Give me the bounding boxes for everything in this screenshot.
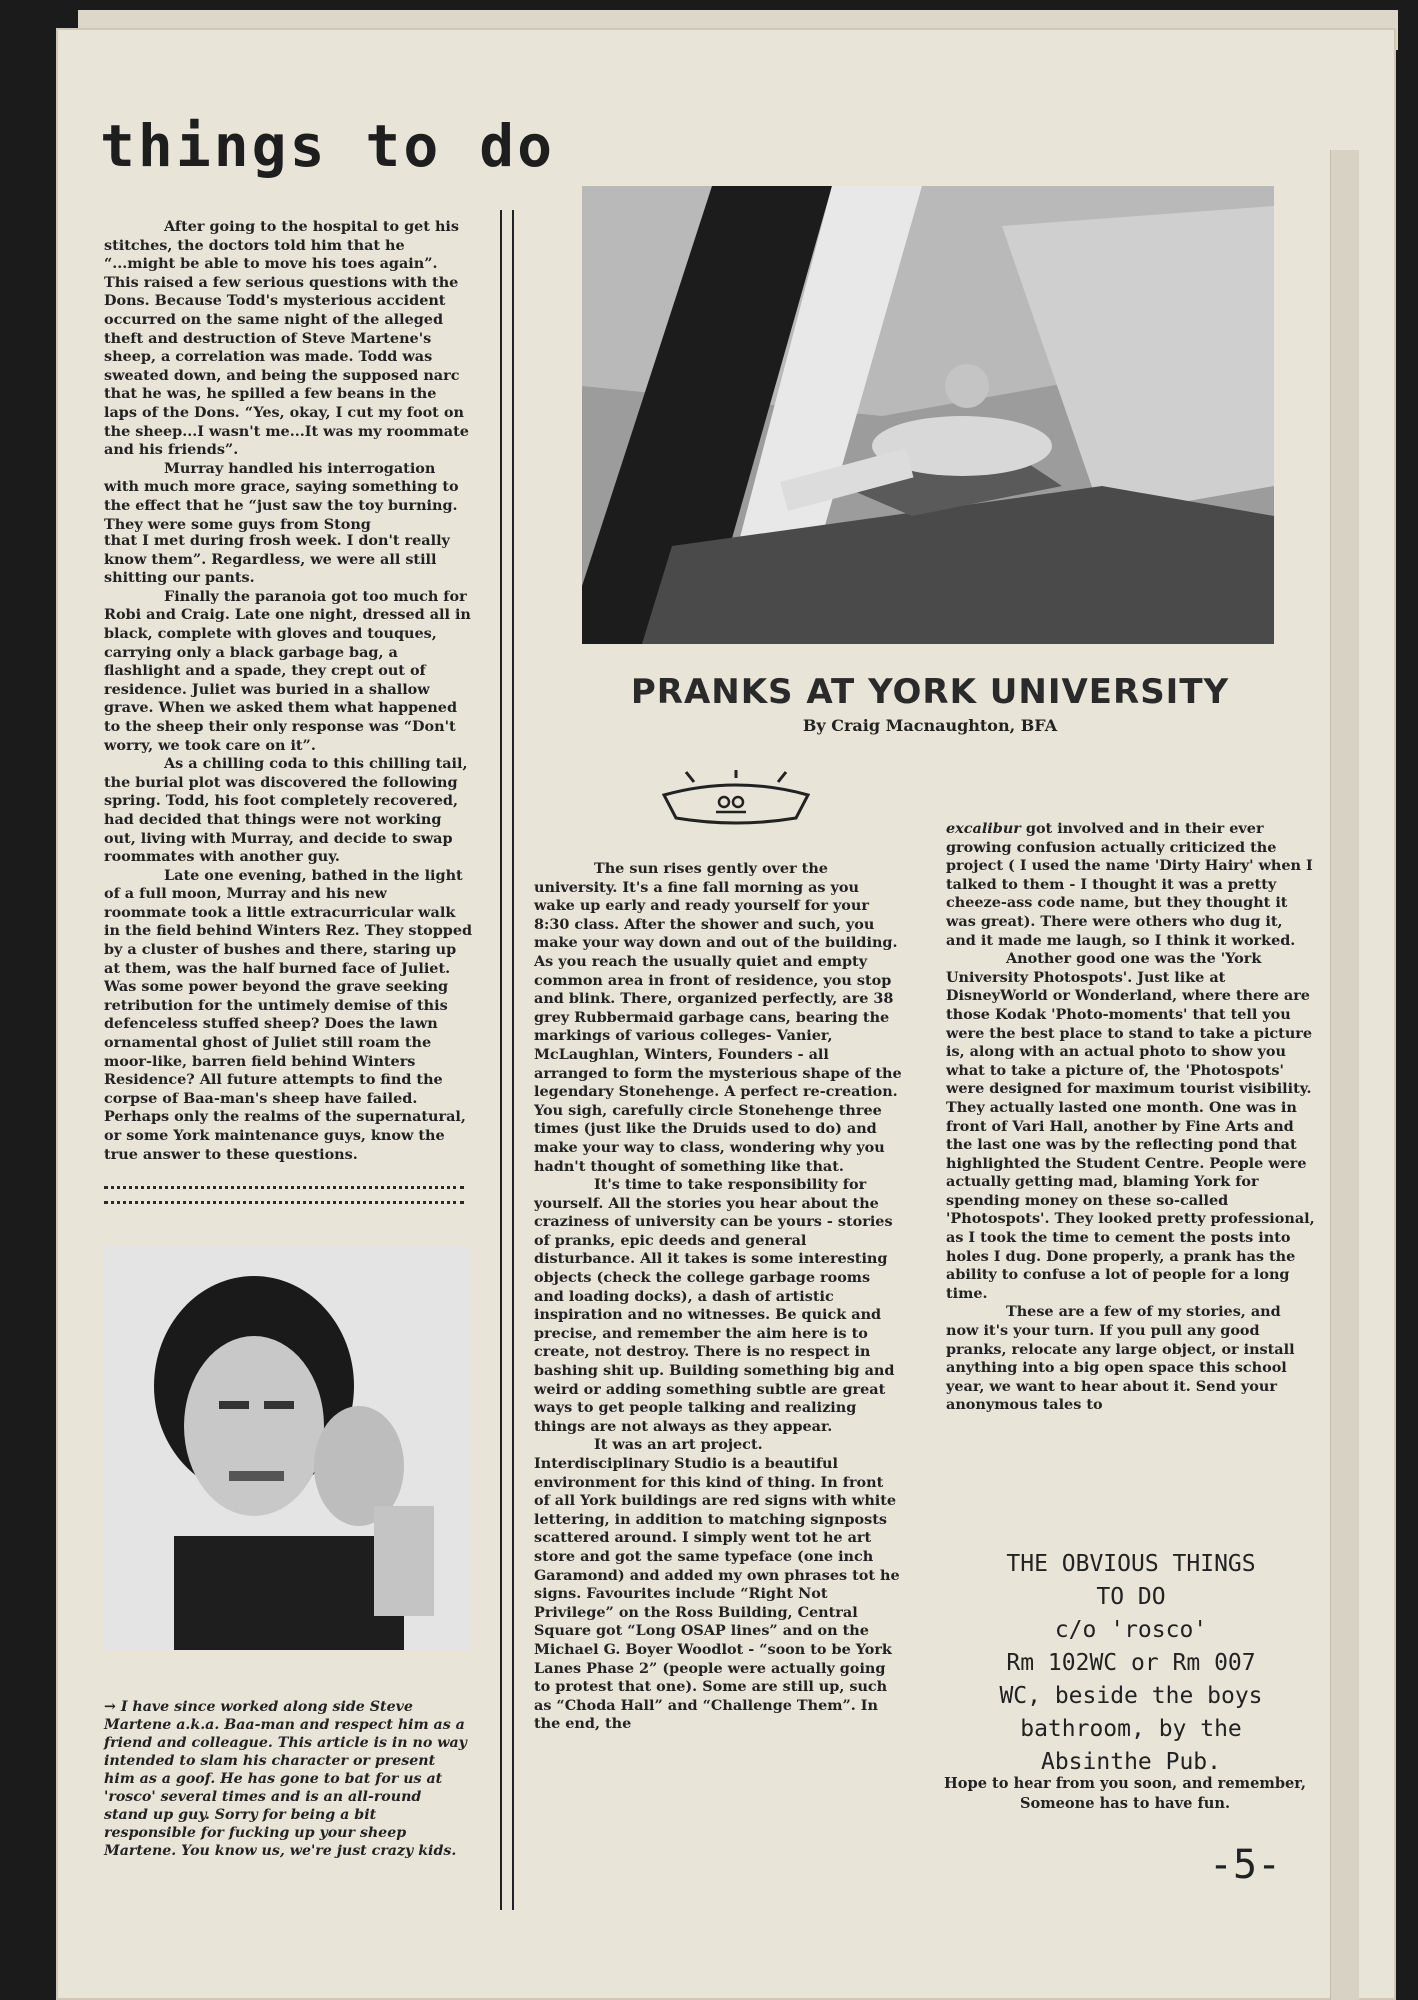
typed-line: Rm 102WC or Rm 007	[1006, 1650, 1256, 1676]
typed-line: WC, beside the boys	[999, 1683, 1263, 1709]
col2-paragraph: Interdisciplinary Studio is a beautiful environment for this kind of thing. In front of all York buildings are red signs with white lettering, in addition to matching signposts scattered around. I simply went tot he art store and got the same typeface (one inch Garamond) and added my own phrases tot he signs. Favourites include “Right Not Privilege” on the Ross Building, Central Square got “Long OSAP lines” and on the Michael G. Boyer Woodlot - “soon to be York Lanes Phase 2” (people were actually going to protest that one). Some are still up, such as “Choda Hall” and “Challenge Them”. In the end, the	[534, 1455, 900, 1733]
headline: PRANKS AT YORK UNIVERSITY	[630, 672, 1230, 712]
column-1-top	[104, 218, 474, 534]
col3-paragraph: These are a few of my stories, and now it's your turn. If you pull any good pranks, relocate any large object, or install anything into a big open space this school year, we want to hear about it. Send your anonymous tales to	[946, 1303, 1295, 1414]
dotted-divider	[104, 1186, 464, 1204]
byline: By Craig Macnaughton, BFA	[802, 716, 1058, 735]
signoff: Hope to hear from you soon, and remember, Someone has to have fun.	[943, 1775, 1307, 1812]
col1-paragraph: Murray handled his interrogation with much more grace, saying something to the effect that he “just saw the toy burning. They were some guys from Stong	[104, 459, 459, 533]
typed-line: bathroom, by the	[1020, 1716, 1242, 1742]
page-fold	[1330, 150, 1359, 2000]
col1-paragraph: Finally the paranoia got too much for Robi and Craig. Late one night, dressed all in black, complete with gloves and touques, carrying only a black garbage bag, a flashlight and a spade, they crept out of residence. Juliet was buried in a shallow grave. When we asked them what happened to the sheep their only response was “Don't worry, we took care on it”.	[104, 587, 471, 754]
col2-paragraph: The sun rises gently over the university. It's a fine fall morning as you wake up early and ready yourself for your 8:30 class. After the shower and such, you make your way down and out of the building. As you reach the usually quiet and empty common area in front of residence, you stop and blink. There, organized perfectly, are 38 grey Rubbermaid garbage cans, bearing the markings of various colleges- Vanier, McLaughlan, Winters, Founders - all arranged to form the mysterious shape of the legendary Stonehenge. A perfect re-creation. You sigh, carefully circle Stonehenge three times (just like the Druids used to do) and make your way to class, wondering why you hadn't thought of something like that.	[534, 860, 902, 1175]
col1-paragraph: Late one evening, bathed in the light of a full moon, Murray and his new roommate took a little extracurricular walk in the field behind Winters Rez. They stopped by a cluster of bushes and there, staring up at them, was the half burned face of Juliet. Was some power beyond the grave seeking retribution for the untimely demise of this defenceless stuffed sheep? Does the lawn ornamental ghost of Juliet still roam the moor-like, barren field behind Winters Residence? All future attempts to find the corpse of Baa-man's sheep have failed. Perhaps only the realms of the supernatural, or some York maintenance guys, know the true answer to these questions.	[104, 866, 473, 1163]
portrait-photo	[104, 1246, 470, 1650]
dorm-bed-photo-art	[582, 186, 1274, 644]
column-3	[946, 820, 1316, 1415]
typed-line: Absinthe Pub.	[1040, 1749, 1221, 1775]
typed-line: TO DO	[1096, 1584, 1166, 1610]
col3-paragraph	[946, 820, 1316, 950]
col1-paragraph: As a chilling coda to this chilling tail, the burial plot was discovered the following spring. Todd, his foot completely recovered, had decided that things were not working out, living with Murray, and decide to swap roommates with another guy.	[104, 755, 468, 866]
page-number: -5-	[1208, 1842, 1282, 1888]
col2-paragraph: It's time to take responsibility for yourself. All the stories you hear about the craziness of university can be yours - stories of pranks, epic deeds and general disturbance. All it takes is some interesting objects (check the college garbage rooms and loading docks), a dash of artistic inspiration and no witnesses. Be quick and precise, and remember the aim here is to create, not destroy. There is no respect in bashing shit up. Building something big and weird or adding something subtle are great ways to get people talking and realizing things are not always as they appear.	[534, 1176, 895, 1435]
column-2	[534, 860, 904, 1734]
col1-paragraph: After going to the hospital to get his stitches, the doctors told him that he “...might be able to move his toes again”. This raised a few serious questions with the Dons. Because Todd's mysterious accident occurred on the same night of the alleged theft and destruction of Steve Martene's sheep, a correlation was made. Todd was sweated down, and being the supposed narc that he was, he spilled a few beans in the laps of the Dons. “Yes, okay, I cut my foot on the sheep...I wasn't me...It was my roommate and his friends”.	[104, 218, 469, 459]
publication-name: excalibur	[946, 820, 1021, 837]
typed-line: c/o 'rosco'	[1054, 1617, 1208, 1643]
col3-paragraph-text: got involved and in their ever growing confusion actually criticized the project ( I used the name 'Dirty Hairy' when I talked to them - I thought it was a pretty cheeze-ass code name, but they thought it was great). There were others who dug it, and it made me laugh, so I think it worked.	[946, 820, 1313, 949]
col1-paragraph: that I met during frosh week. I don't really know them”. Regardless, we were all still shitting our pants.	[104, 532, 450, 587]
section-title: things to do	[100, 112, 556, 180]
typed-address-block	[946, 1548, 1316, 1779]
portrait-photo-art	[104, 1246, 470, 1650]
typed-line: THE OBVIOUS THINGS	[1006, 1551, 1256, 1577]
face-doodle-icon	[656, 770, 816, 830]
column-rule	[500, 210, 514, 1910]
col3-paragraph: Another good one was the 'York University Photospots'. Just like at DisneyWorld or Wonderland, where there are those Kodak 'Photo-moments' that tell you were the best place to stand to take a picture is, along with an actual photo to show you what to take a picture of, the 'Photospots' were designed for maximum tourist visibility. They actually lasted one month. One was in front of Vari Hall, another by Fine Arts and the last one was by the reflecting pond that highlighted the Student Centre. People were actually getting mad, blaming York for spending money on these so-called 'Photospots'. They looked pretty professional, as I took the time to cement the posts into holes I dug. Done properly, a prank has the ability to confuse a lot of people for a long time.	[946, 950, 1315, 1302]
bleed-through-text	[1290, 120, 1390, 380]
photo-caption: → I have since worked along side Steve Martene a.k.a. Baa-man and respect him as a friend and colleague. This article is in no way intended to slam his character or present him as a goof. He has gone to bat for us at 'rosco' several times and is an all-round stand up guy. Sorry for being a bit responsible for fucking up your sheep Martene. You know us, we're just crazy kids.	[104, 1699, 467, 1859]
col2-paragraph: It was an art project.	[594, 1436, 763, 1454]
dorm-bed-photo	[582, 186, 1274, 644]
column-1-bottom	[104, 532, 474, 1164]
